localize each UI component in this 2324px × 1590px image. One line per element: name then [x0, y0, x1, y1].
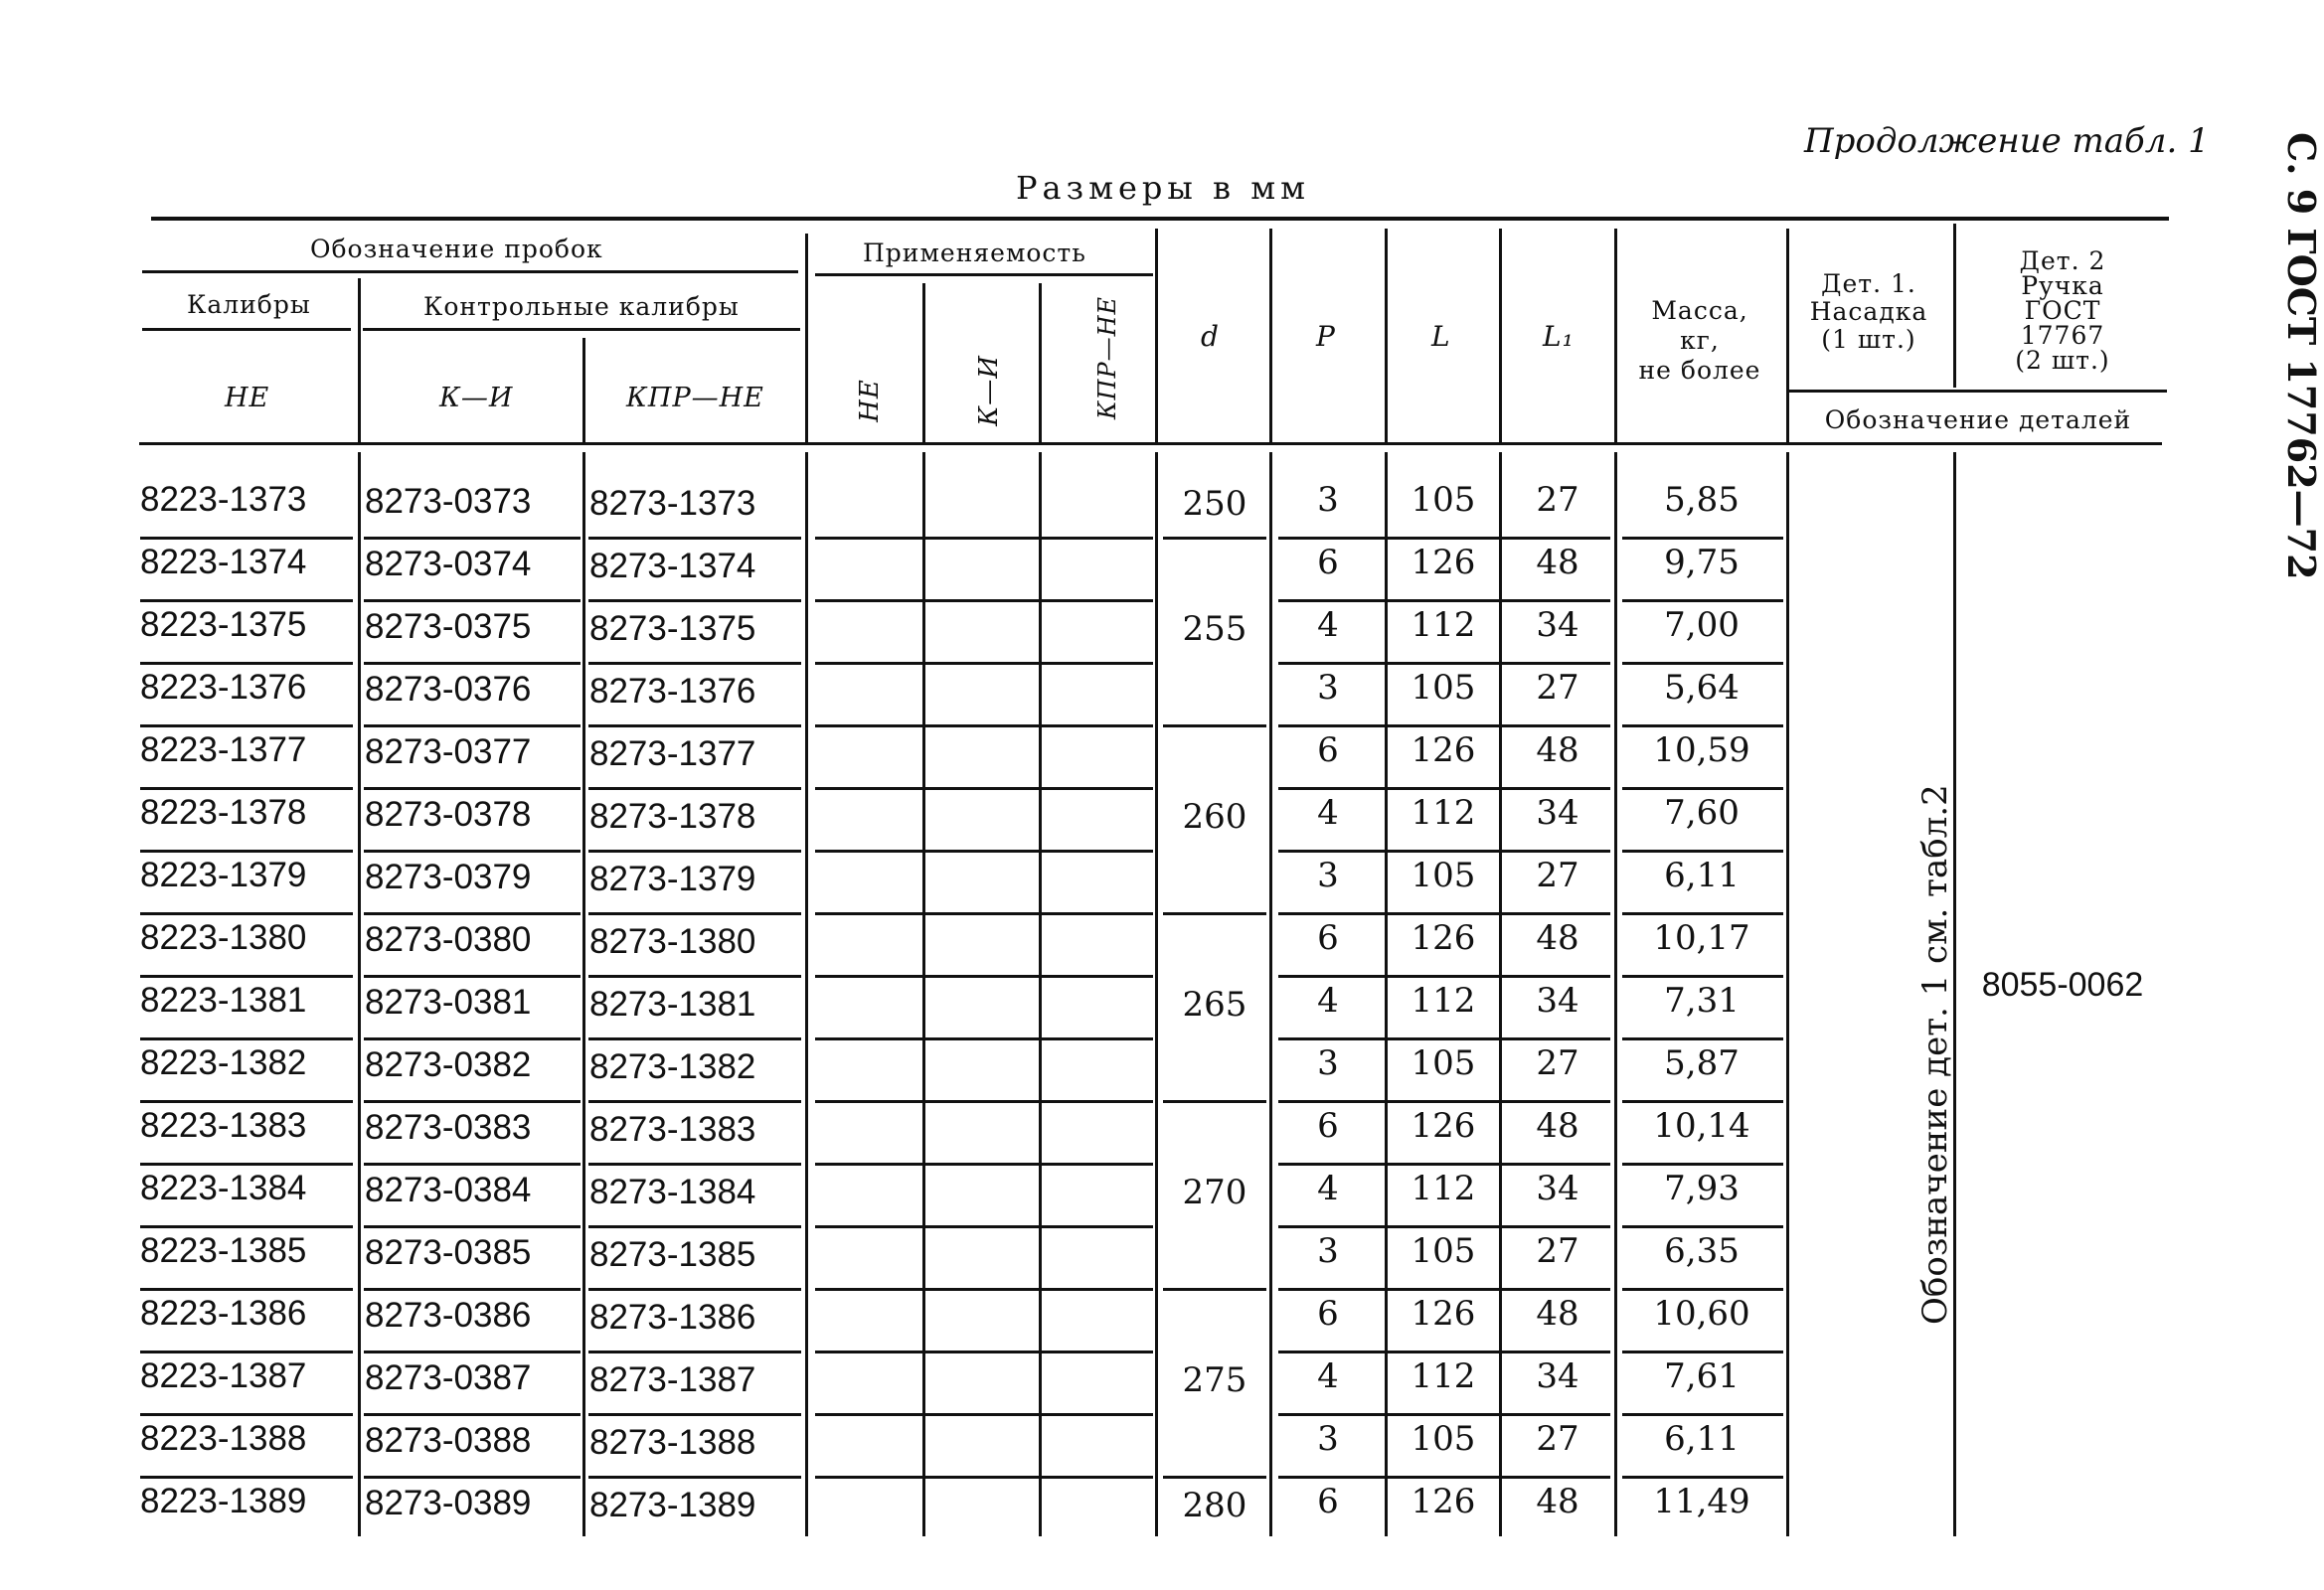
cell-l: 126 [1411, 730, 1476, 770]
row-rule [1278, 1225, 1610, 1228]
row-rule [588, 1476, 801, 1479]
cell-kpr-ne: 8273-1379 [589, 860, 756, 898]
cell-p: 4 [1317, 981, 1339, 1021]
d-group-rule [1163, 912, 1266, 915]
cell-l: 112 [1411, 793, 1476, 833]
cell-k-i: 8273-0381 [365, 983, 532, 1022]
row-rule [1622, 912, 1783, 915]
row-rule [588, 537, 801, 540]
cell-mass: 6,11 [1664, 1419, 1740, 1459]
cell-kpr-ne: 8273-1378 [589, 797, 756, 836]
row-rule [140, 1037, 353, 1040]
cell-mass: 5,87 [1664, 1043, 1740, 1083]
row-rule [1278, 1476, 1610, 1479]
row-rule [140, 1351, 353, 1353]
row-rule [1278, 1163, 1610, 1166]
cell-l1: 27 [1536, 1231, 1579, 1271]
cell-kpr-ne: 8273-1376 [589, 672, 756, 711]
row-rule [1278, 912, 1610, 915]
header-l: L [1431, 320, 1451, 353]
row-rule [815, 912, 1153, 915]
cell-kpr-ne: 8273-1383 [589, 1110, 756, 1149]
row-rule [588, 1163, 801, 1166]
row-rule [140, 537, 353, 540]
cell-k-i: 8273-0376 [365, 670, 532, 709]
cell-l1: 48 [1536, 543, 1579, 582]
cell-kpr-ne: 8273-1382 [589, 1047, 756, 1086]
row-rule [588, 1413, 801, 1416]
row-rule [1622, 1225, 1783, 1228]
cell-ne: 8223-1375 [140, 605, 307, 644]
header-l1: L₁ [1543, 320, 1575, 353]
row-rule [1278, 787, 1610, 790]
row-rule [364, 787, 581, 790]
cell-p: 4 [1317, 793, 1339, 833]
row-rule [1622, 850, 1783, 853]
row-rule [364, 724, 581, 727]
cell-ne: 8223-1386 [140, 1294, 307, 1333]
row-rule [140, 787, 353, 790]
row-rule [364, 1225, 581, 1228]
cell-kpr-ne: 8273-1373 [589, 484, 756, 523]
row-rule [364, 1413, 581, 1416]
cell-p: 6 [1317, 1106, 1339, 1146]
row-rule [140, 724, 353, 727]
row-rule [364, 975, 581, 978]
cell-l1: 27 [1536, 1419, 1579, 1459]
row-rule [1278, 1351, 1610, 1353]
header-probes: Обозначение пробок [310, 235, 603, 263]
column-divider [582, 452, 585, 1536]
cell-p: 4 [1317, 1169, 1339, 1208]
d-group-rule [1163, 1288, 1266, 1291]
cell-p: 6 [1317, 730, 1339, 770]
header-applicability: Применяемость [863, 238, 1086, 267]
row-rule [815, 850, 1153, 853]
header-gauges: Калибры [187, 290, 311, 319]
row-rule [140, 1476, 353, 1479]
cell-l: 105 [1411, 668, 1476, 708]
row-rule [364, 1476, 581, 1479]
column-divider [1155, 452, 1158, 1536]
cell-mass: 6,35 [1664, 1231, 1740, 1271]
row-rule [1622, 1476, 1783, 1479]
column-divider [1039, 452, 1042, 1536]
row-rule [140, 1225, 353, 1228]
d-group-rule [1163, 724, 1266, 727]
cell-ne: 8223-1380 [140, 918, 307, 957]
cell-mass: 7,00 [1664, 605, 1740, 645]
cell-l1: 48 [1536, 918, 1579, 958]
cell-p: 3 [1317, 1043, 1339, 1083]
row-rule [1278, 1037, 1610, 1040]
row-rule [815, 662, 1153, 665]
row-rule [815, 1351, 1153, 1353]
row-rule [1622, 1351, 1783, 1353]
row-rule [815, 1163, 1153, 1166]
cell-ne: 8223-1376 [140, 668, 307, 707]
row-rule [364, 599, 581, 602]
row-rule [364, 1288, 581, 1291]
header-control-gauges: Контрольные калибры [423, 292, 740, 321]
cell-mass: 10,17 [1653, 918, 1750, 958]
cell-l: 105 [1411, 856, 1476, 895]
row-rule [815, 537, 1153, 540]
header-p: P [1316, 320, 1336, 353]
cell-k-i: 8273-0377 [365, 732, 532, 771]
row-rule [815, 1100, 1153, 1103]
cell-l: 112 [1411, 981, 1476, 1021]
row-rule [364, 850, 581, 853]
cell-l1: 34 [1536, 1169, 1579, 1208]
row-rule [1622, 599, 1783, 602]
cell-d: 265 [1182, 984, 1247, 1025]
cell-ne: 8223-1374 [140, 543, 307, 581]
row-rule [588, 912, 801, 915]
cell-l1: 48 [1536, 1294, 1579, 1334]
cell-k-i: 8273-0382 [365, 1045, 532, 1084]
cell-p: 3 [1317, 1419, 1339, 1459]
row-rule [364, 1037, 581, 1040]
cell-p: 4 [1317, 1356, 1339, 1396]
cell-ne: 8223-1381 [140, 981, 307, 1020]
row-rule [588, 975, 801, 978]
cell-l: 105 [1411, 1043, 1476, 1083]
row-rule [588, 787, 801, 790]
row-rule [140, 975, 353, 978]
cell-l: 105 [1411, 1231, 1476, 1271]
header-kpr-ne: КПР—НЕ [626, 383, 764, 413]
cell-ne: 8223-1388 [140, 1419, 307, 1458]
dimensions-label: Размеры в мм [1016, 169, 1310, 207]
column-divider [805, 452, 808, 1536]
cell-p: 6 [1317, 543, 1339, 582]
cell-kpr-ne: 8273-1380 [589, 922, 756, 961]
row-rule [588, 724, 801, 727]
cell-d: 275 [1182, 1359, 1247, 1400]
row-rule [588, 1225, 801, 1228]
row-rule [588, 662, 801, 665]
cell-p: 3 [1317, 1231, 1339, 1271]
column-divider [1786, 452, 1789, 1536]
row-rule [1622, 1288, 1783, 1291]
cell-mass: 9,75 [1664, 543, 1740, 582]
row-rule [1278, 537, 1610, 540]
header-mass: Масса, кг, не более [1638, 296, 1761, 385]
row-rule [1278, 662, 1610, 665]
cell-ne: 8223-1383 [140, 1106, 307, 1145]
cell-kpr-ne: 8273-1384 [589, 1173, 756, 1211]
row-rule [1622, 787, 1783, 790]
cell-ne: 8223-1387 [140, 1356, 307, 1395]
row-rule [588, 1288, 801, 1291]
cell-l1: 34 [1536, 981, 1579, 1021]
cell-l1: 48 [1536, 730, 1579, 770]
cell-l: 126 [1411, 918, 1476, 958]
cell-p: 3 [1317, 480, 1339, 520]
cell-kpr-ne: 8273-1388 [589, 1423, 756, 1462]
cell-d: 260 [1182, 796, 1247, 837]
header-det2: Дет. 2 Ручка ГОСТ 17767 (2 шт.) [2015, 246, 2110, 375]
row-rule [815, 1225, 1153, 1228]
cell-ne: 8223-1385 [140, 1231, 307, 1270]
cell-l1: 27 [1536, 480, 1579, 520]
cell-mass: 10,59 [1653, 730, 1750, 770]
det1-note: Обозначение дет. 1 см. табл.2 [1915, 784, 1955, 1325]
cell-l1: 48 [1536, 1106, 1579, 1146]
row-rule [815, 724, 1153, 727]
cell-k-i: 8273-0378 [365, 795, 532, 834]
cell-l: 112 [1411, 1356, 1476, 1396]
cell-mass: 5,64 [1664, 668, 1740, 708]
row-rule [364, 662, 581, 665]
cell-l1: 27 [1536, 856, 1579, 895]
row-rule [588, 850, 801, 853]
cell-kpr-ne: 8273-1381 [589, 985, 756, 1024]
cell-mass: 11,49 [1653, 1482, 1750, 1521]
row-rule [140, 1413, 353, 1416]
cell-p: 3 [1317, 856, 1339, 895]
cell-kpr-ne: 8273-1374 [589, 547, 756, 585]
cell-l: 105 [1411, 480, 1476, 520]
row-rule [364, 1100, 581, 1103]
row-rule [1622, 1100, 1783, 1103]
cell-p: 6 [1317, 1482, 1339, 1521]
row-rule [140, 912, 353, 915]
row-rule [1278, 724, 1610, 727]
cell-ne: 8223-1378 [140, 793, 307, 832]
cell-mass: 10,60 [1653, 1294, 1750, 1334]
row-rule [815, 975, 1153, 978]
cell-p: 6 [1317, 1294, 1339, 1334]
cell-k-i: 8273-0384 [365, 1171, 532, 1209]
cell-p: 6 [1317, 918, 1339, 958]
row-rule [1278, 975, 1610, 978]
cell-kpr-ne: 8273-1375 [589, 609, 756, 648]
d-group-rule [1163, 1100, 1266, 1103]
cell-k-i: 8273-0386 [365, 1296, 532, 1335]
row-rule [588, 1037, 801, 1040]
cell-ne: 8223-1377 [140, 730, 307, 769]
row-rule [1278, 1288, 1610, 1291]
cell-k-i: 8273-0389 [365, 1484, 532, 1522]
cell-d: 270 [1182, 1172, 1247, 1212]
cell-k-i: 8273-0373 [365, 482, 532, 521]
row-rule [140, 599, 353, 602]
cell-l1: 34 [1536, 1356, 1579, 1396]
d-group-rule [1163, 537, 1266, 540]
cell-mass: 6,11 [1664, 856, 1740, 895]
applicability-k-i: К—И [974, 355, 1004, 426]
row-rule [1622, 1037, 1783, 1040]
row-rule [815, 1413, 1153, 1416]
cell-ne: 8223-1373 [140, 480, 307, 519]
row-rule [1622, 1163, 1783, 1166]
cell-kpr-ne: 8273-1386 [589, 1298, 756, 1337]
row-rule [1278, 850, 1610, 853]
row-rule [815, 1476, 1153, 1479]
cell-l1: 48 [1536, 1482, 1579, 1521]
continuation-label: Продолжение табл. 1 [1804, 121, 2210, 161]
cell-d: 280 [1182, 1485, 1247, 1525]
header-k-i: К—И [439, 383, 514, 413]
cell-kpr-ne: 8273-1389 [589, 1486, 756, 1524]
cell-p: 4 [1317, 605, 1339, 645]
row-rule [1622, 1413, 1783, 1416]
cell-d: 255 [1182, 608, 1247, 649]
d-group-rule [1163, 1476, 1266, 1479]
cell-kpr-ne: 8273-1387 [589, 1360, 756, 1399]
cell-kpr-ne: 8273-1377 [589, 734, 756, 773]
cell-ne: 8223-1384 [140, 1169, 307, 1207]
cell-k-i: 8273-0375 [365, 607, 532, 646]
row-rule [140, 1288, 353, 1291]
cell-l: 126 [1411, 543, 1476, 582]
header-det1: Дет. 1. Насадка (1 шт.) [1809, 269, 1928, 354]
row-rule [588, 1100, 801, 1103]
applicability-kpr-ne: КПР—НЕ [1093, 295, 1121, 420]
row-rule [1622, 975, 1783, 978]
cell-l: 112 [1411, 605, 1476, 645]
column-divider [358, 452, 361, 1536]
row-rule [140, 1100, 353, 1103]
cell-ne: 8223-1379 [140, 856, 307, 894]
cell-mass: 5,85 [1664, 480, 1740, 520]
header-ne: НЕ [225, 383, 270, 413]
cell-mass: 7,60 [1664, 793, 1740, 833]
cell-ne: 8223-1382 [140, 1043, 307, 1082]
row-rule [364, 1351, 581, 1353]
header-parts-designation: Обозначение деталей [1824, 405, 2132, 434]
row-rule [1622, 724, 1783, 727]
row-rule [364, 1163, 581, 1166]
row-rule [588, 599, 801, 602]
row-rule [140, 662, 353, 665]
cell-d: 250 [1182, 483, 1247, 524]
cell-mass: 7,31 [1664, 981, 1740, 1021]
row-rule [588, 1351, 801, 1353]
cell-l: 126 [1411, 1294, 1476, 1334]
row-rule [1622, 537, 1783, 540]
row-rule [140, 850, 353, 853]
row-rule [1278, 1100, 1610, 1103]
row-rule [1622, 662, 1783, 665]
cell-l: 126 [1411, 1482, 1476, 1521]
cell-l1: 34 [1536, 793, 1579, 833]
cell-k-i: 8273-0380 [365, 920, 532, 959]
det2-designation: 8055-0062 [1981, 966, 2144, 1004]
cell-l: 112 [1411, 1169, 1476, 1208]
cell-k-i: 8273-0374 [365, 545, 532, 583]
cell-mass: 10,14 [1653, 1106, 1750, 1146]
cell-l1: 27 [1536, 1043, 1579, 1083]
cell-ne: 8223-1389 [140, 1482, 307, 1520]
row-rule [1278, 599, 1610, 602]
applicability-ne: НЕ [855, 379, 885, 422]
cell-l: 126 [1411, 1106, 1476, 1146]
cell-p: 3 [1317, 668, 1339, 708]
row-rule [140, 1163, 353, 1166]
cell-k-i: 8273-0383 [365, 1108, 532, 1147]
cell-l1: 27 [1536, 668, 1579, 708]
column-divider [922, 452, 925, 1536]
cell-k-i: 8273-0388 [365, 1421, 532, 1460]
header-d: d [1201, 320, 1220, 353]
row-rule [815, 1288, 1153, 1291]
row-rule [815, 599, 1153, 602]
cell-mass: 7,61 [1664, 1356, 1740, 1396]
row-rule [1278, 1413, 1610, 1416]
row-rule [815, 1037, 1153, 1040]
row-rule [815, 787, 1153, 790]
cell-kpr-ne: 8273-1385 [589, 1235, 756, 1274]
cell-k-i: 8273-0385 [365, 1233, 532, 1272]
cell-k-i: 8273-0387 [365, 1358, 532, 1397]
row-rule [364, 912, 581, 915]
standard-reference: С. 9 ГОСТ 17762—72 [2279, 132, 2324, 580]
cell-l: 105 [1411, 1419, 1476, 1459]
row-rule [364, 537, 581, 540]
cell-k-i: 8273-0379 [365, 858, 532, 896]
cell-l1: 34 [1536, 605, 1579, 645]
cell-mass: 7,93 [1664, 1169, 1740, 1208]
